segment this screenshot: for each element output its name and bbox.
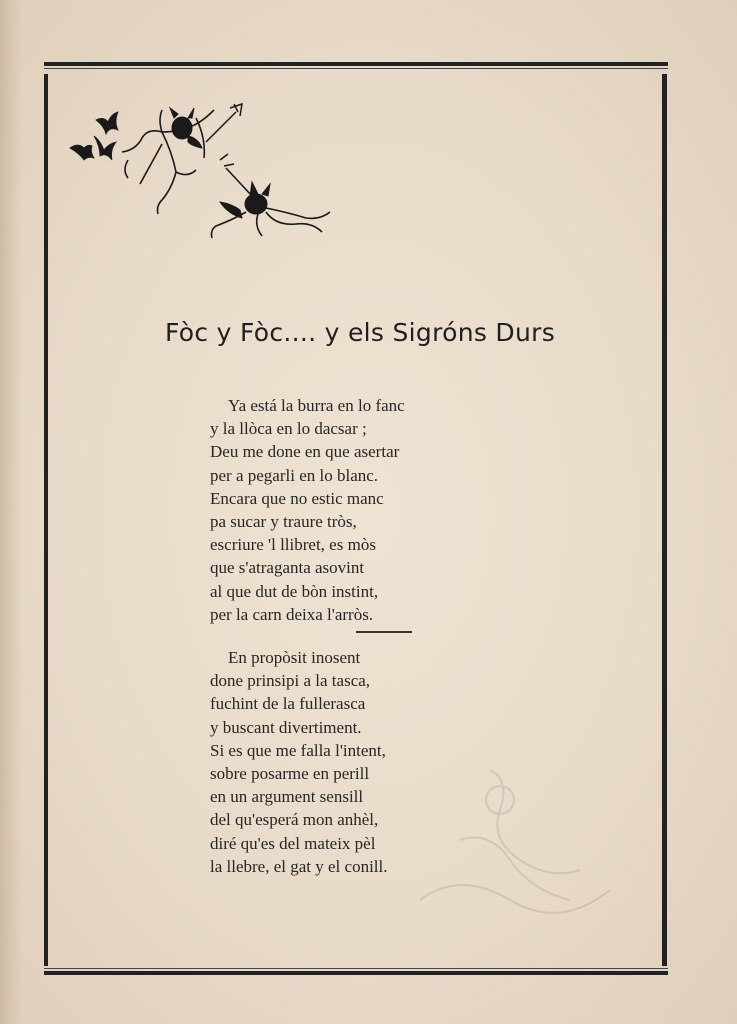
verse-line: en un argument sensill (210, 787, 364, 807)
verse-line: escriure 'l llibret, es mòs (210, 535, 376, 555)
verse-line: done prinsipi a la tasca, (210, 671, 371, 691)
verse-line: Deu me done en que asertar (210, 442, 400, 462)
stanza-2 (210, 646, 510, 878)
verse-line: al que dut de bòn instint, (210, 581, 379, 601)
verse-line: fuchint de la fullerasca (210, 694, 366, 714)
frame-border-top-inner (44, 68, 668, 69)
frame-border-left (44, 74, 48, 966)
stanza-divider (356, 631, 412, 633)
verse-line: sobre posarme en perill (210, 764, 370, 784)
poem-title: Fòc y Fòc.... y els Sigróns Durs (164, 318, 556, 347)
frame-border-bottom (44, 971, 668, 975)
verse-line: per a pegarli en lo blanc. (210, 465, 379, 485)
page-binding-shadow (0, 0, 22, 1024)
verse-line: Ya está la burra en lo fanc (228, 396, 405, 415)
verse-line: diré qu'es del mateix pèl (210, 833, 376, 853)
verse-line: del qu'esperá mon anhèl, (210, 810, 379, 830)
verse-line: y la llòca en lo dacsar ; (210, 419, 367, 439)
frame-border-top (44, 62, 668, 66)
verse-line: Encara que no estic manc (210, 488, 384, 508)
stanza-1 (210, 394, 510, 626)
frame-border-bottom-inner (44, 968, 668, 969)
verse-line: la llebre, el gat y el conill. (210, 856, 388, 876)
verse-line: En propòsit inosent (228, 648, 361, 667)
verse-line: pa sucar y traure tròs, (210, 512, 357, 532)
verse-line: que s'atraganta asovint (210, 558, 365, 578)
verse-line: per la carn deixa l'arròs. (210, 604, 374, 624)
devils-with-bats-icon (66, 100, 336, 250)
verse-line: y buscant divertiment. (210, 717, 362, 737)
frame-border-right (662, 74, 667, 966)
verse-line: Si es que me falla l'intent, (210, 740, 386, 760)
